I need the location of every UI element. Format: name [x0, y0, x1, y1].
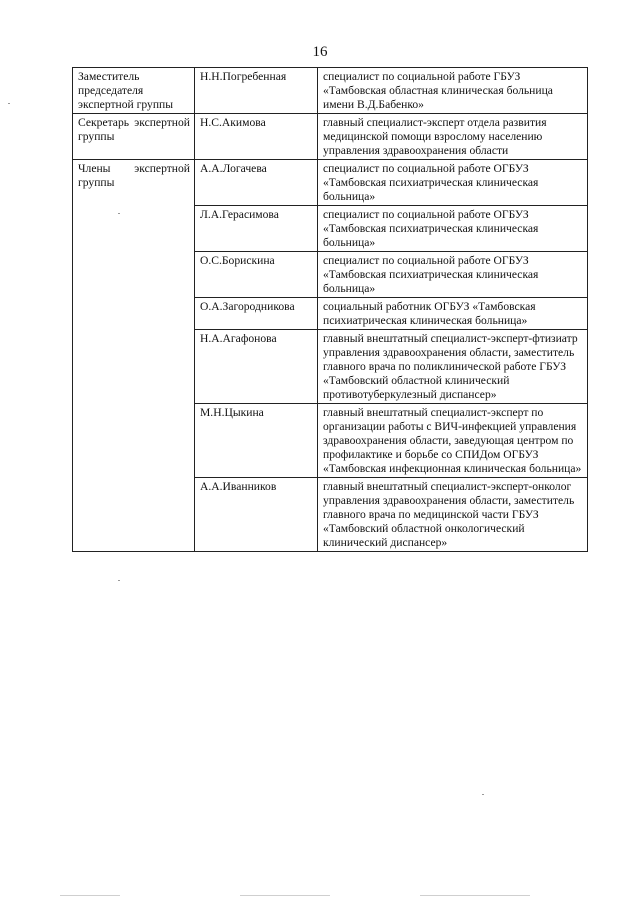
- position-cell: главный внештатный специалист-эксперт-фтизиатр управления здравоохранения области, заместитель главного врача по поликлинической работе ГБУЗ «Тамбовский областной клинический противотуберкулезный диспансер»: [318, 330, 588, 404]
- name-cell: Н.С.Акимова: [195, 114, 318, 160]
- position-cell: специалист по социальной работе ОГБУЗ «Тамбовская психиатрическая клиническая больница»: [318, 206, 588, 252]
- scan-speck: [118, 213, 120, 214]
- scan-edge-line: [240, 895, 330, 896]
- scan-edge-line: [60, 895, 120, 896]
- name-cell: Н.А.Агафонова: [195, 330, 318, 404]
- name-cell: Н.Н.Погребенная: [195, 68, 318, 114]
- position-cell: главный специалист-эксперт отдела развития медицинской помощи взрослому населению управления здравоохранения области: [318, 114, 588, 160]
- name-cell: Л.А.Герасимова: [195, 206, 318, 252]
- scan-speck: [8, 103, 10, 104]
- page-number: 16: [312, 44, 328, 60]
- name-cell: М.Н.Цыкина: [195, 404, 318, 478]
- position-cell: социальный работник ОГБУЗ «Тамбовская психиатрическая клиническая больница»: [318, 298, 588, 330]
- name-cell: О.А.Загородникова: [195, 298, 318, 330]
- position-cell: специалист по социальной работе ОГБУЗ «Тамбовская психиатрическая клиническая больница»: [318, 252, 588, 298]
- table-row: [73, 114, 588, 160]
- position-cell: главный внештатный специалист-эксперт по организации работы с ВИЧ-инфекцией управления здравоохранения области, заведующая центром по профилактике и борьбе со СПИДом ОГБУЗ «Тамбовская инфекционная клиническая больница»: [318, 404, 588, 478]
- role-cell: Секретарь экспертной группы: [73, 114, 195, 160]
- scan-speck: [118, 580, 120, 581]
- table-row: [73, 68, 588, 114]
- role-cell-members: Члены экспертной группы: [73, 160, 195, 552]
- name-cell: О.С.Борискина: [195, 252, 318, 298]
- name-cell: А.А.Иванников: [195, 478, 318, 552]
- role-cell: Заместитель председателя экспертной группы: [73, 68, 195, 114]
- table-row: [73, 160, 588, 206]
- expert-group-table: [72, 67, 588, 552]
- name-cell: А.А.Логачева: [195, 160, 318, 206]
- position-cell: главный внештатный специалист-эксперт-онколог управления здравоохранения области, заместитель главного врача по медицинской части ГБУЗ «Тамбовский областной онкологический клинический диспансер»: [318, 478, 588, 552]
- position-cell: специалист по социальной работе ОГБУЗ «Тамбовская психиатрическая клиническая больница»: [318, 160, 588, 206]
- position-cell: специалист по социальной работе ГБУЗ «Тамбовская областная клиническая больница имени В.Д.Бабенко»: [318, 68, 588, 114]
- scan-speck: [482, 794, 484, 795]
- scan-edge-line: [420, 895, 530, 896]
